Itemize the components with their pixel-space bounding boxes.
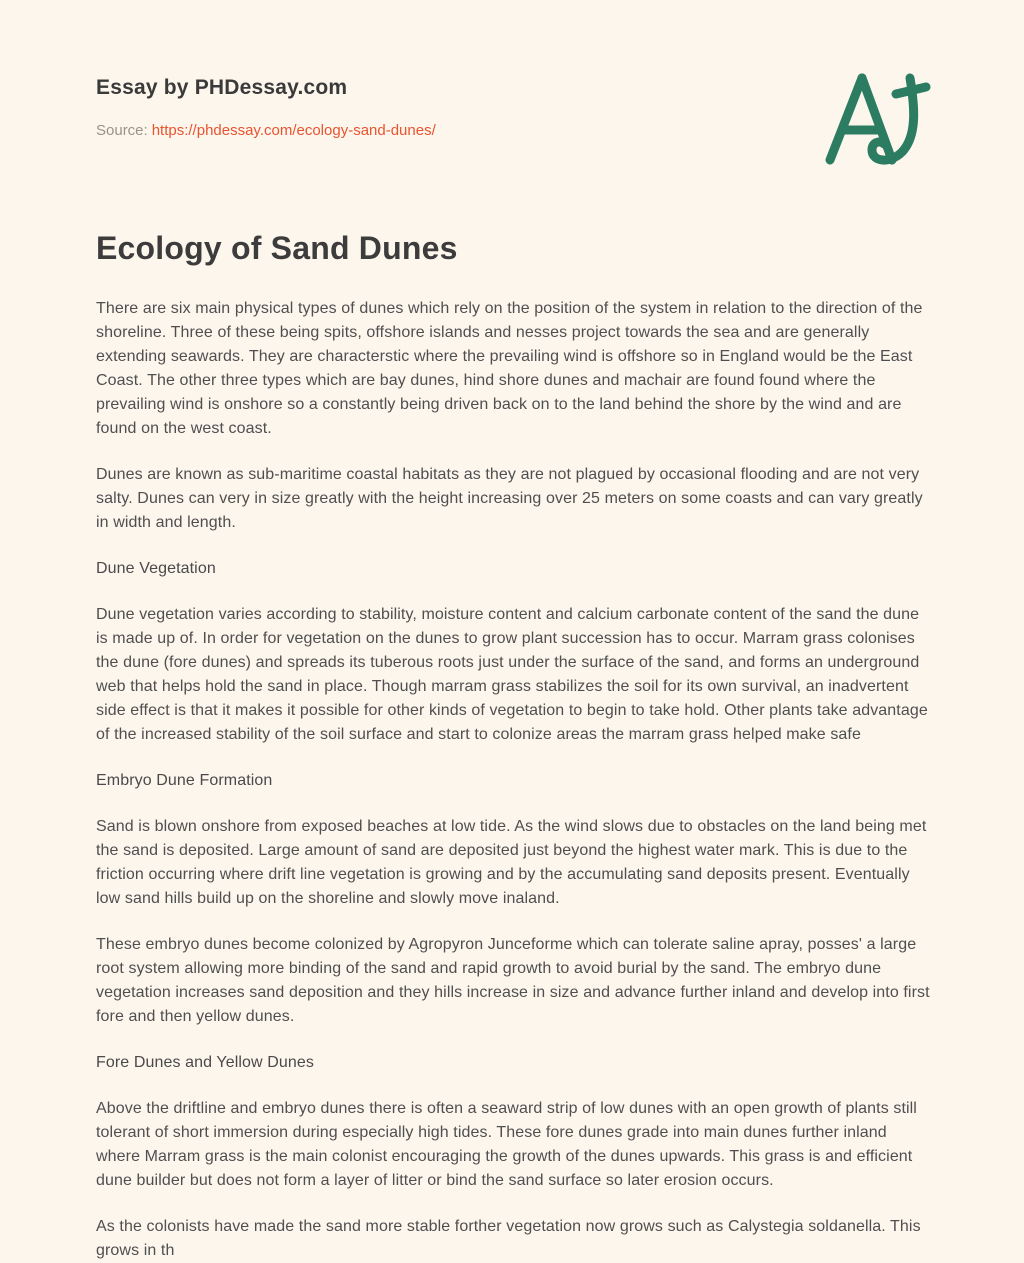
header-text-block <box>96 76 436 139</box>
site-title: Essay by PHDessay.com <box>96 76 348 99</box>
essay-paragraph: As the colonists have made the sand more stable forther vegetation now grows such as Calystegia soldanella. This grows in th <box>96 1218 921 1259</box>
page-header <box>96 76 932 162</box>
essay-paragraph: Dunes are known as sub-maritime coastal habitats as they are not plagued by occasional flooding and are not very salty. Dunes can very in size greatly with the height increasing over 25 meters on some coasts and can vary greatly in width and length. <box>96 466 923 531</box>
essay-paragraph: Sand is blown onshore from exposed beaches at low tide. As the wind slows due to obstacles on the land being met the sand is deposited. Large amount of sand are deposited just beyond the highest water mark. This is due to the friction occurring where drift line vegetation is growing and by the accumulating sand deposits present. Eventually low sand hills build up on the shoreline and slowly move inaland. <box>96 818 927 907</box>
essay-paragraph: Dune vegetation varies according to stability, moisture content and calcium carbonate content of the sand the dune is made up of. In order for vegetation on the dunes to grow plant succession has to occur. Marram grass colonises the dune (fore dunes) and spreads its tuberous roots just under the surface of the sand, and forms an underground web that helps hold the sand in place. Though marram grass stabilizes the soil for its own survival, an inadvertent side effect is that it makes it possible for other kinds of vegetation to begin to take hold. Other plants take advantage of the increased stability of the soil surface and start to colonize areas the marram grass helped make safe <box>96 606 928 743</box>
essay-paragraph: These embryo dunes become colonized by Agropyron Junceforme which can tolerate saline apray, posses' a large root system allowing more binding of the sand and rapid growth to avoid burial by the sand. The embryo dune vegetation increases sand deposition and they hills increase in size and advance further inland and develop into first fore and then yellow dunes. <box>96 936 930 1025</box>
essay-subheading: Dune Vegetation <box>96 560 216 577</box>
essay-body <box>96 297 934 1263</box>
source-line <box>96 122 436 139</box>
essay-paragraph: Above the driftline and embryo dunes there is often a seaward strip of low dunes with an open growth of plants still tolerant of short immersion during especially high tides. These fore dunes grade into main dunes further inland where Marram grass is the main colonist encouraging the growth of the dunes upwards. This grass is and efficient dune builder but does not form a layer of litter or bind the sand surface so later erosion occurs. <box>96 1100 917 1189</box>
source-label: Source: <box>96 122 148 139</box>
essay-subheading: Fore Dunes and Yellow Dunes <box>96 1054 314 1071</box>
essay-title: Ecology of Sand Dunes <box>96 230 458 266</box>
source-link[interactable]: https://phdessay.com/ecology-sand-dunes/ <box>151 122 436 139</box>
essay-paragraph: There are six main physical types of dunes which rely on the position of the system in relation to the direction of the shoreline. Three of these being spits, offshore islands and nesses project towards the sea and are generally extending seawards. They are characterstic where the prevailing wind is offshore so in England would be the East Coast. The other three types which are bay dunes, hind shore dunes and machair are found found where the prevailing wind is onshore so a constantly being driven back on to the land behind the shore by the wind and are found on the west coast. <box>96 300 923 437</box>
essay-subheading: Embryo Dune Formation <box>96 772 273 789</box>
phdessay-logo-icon <box>820 70 932 162</box>
